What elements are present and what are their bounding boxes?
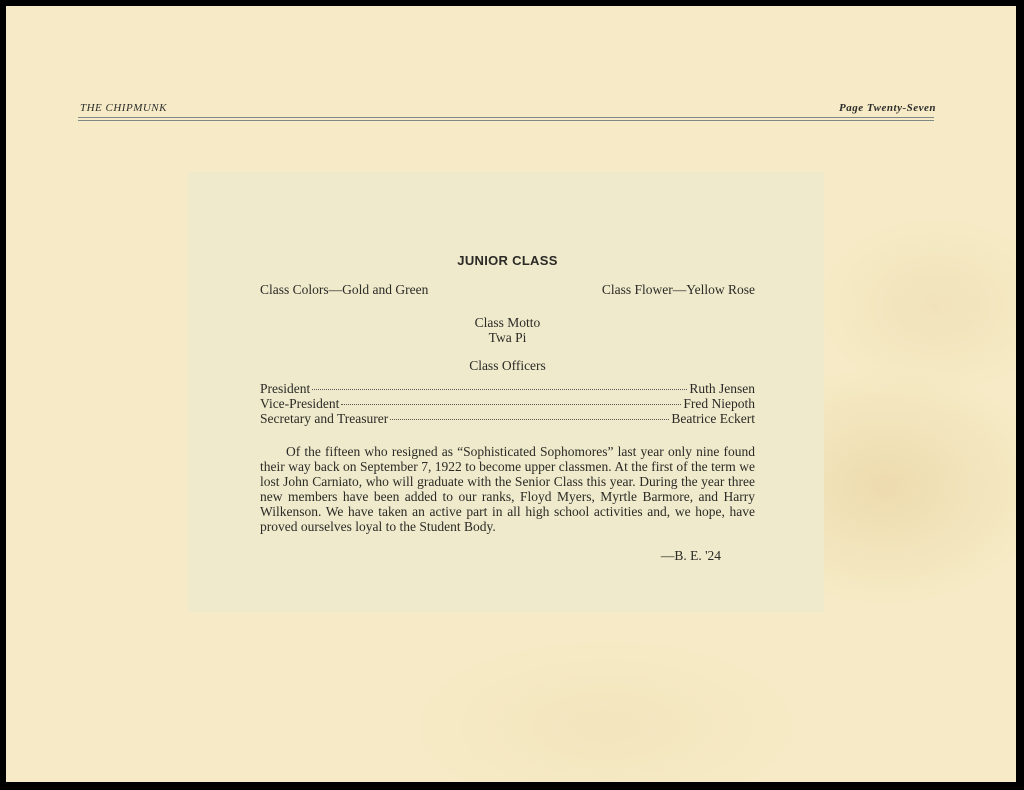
class-officers-heading: Class Officers [469,358,546,373]
class-history-paragraph: Of the fifteen who resigned as “Sophisticated Sophomores” last year only nine found their way back on September 7, 1922 to become upper classmen. At the first of the term we lost John Carniato, who will graduate with the Senior Class this year. During the year three new members have been added to our ranks, Floyd Myers, Myrtle Barmore, and Harry Wilkenson. We have taken an active part in all high school activities and, we hope, have proved ourselves loyal to the Student Body. [260,444,755,534]
officer-name: Beatrice Eckert [671,411,755,426]
officer-name: Ruth Jensen [689,381,755,396]
header-rule-bottom [78,120,934,121]
junior-class-section [260,253,755,563]
section-title: JUNIOR CLASS [457,253,558,268]
officer-row [260,411,755,426]
class-colors-flower-row [260,282,755,297]
dot-leader [312,389,687,390]
officer-row [260,381,755,396]
author-signature: —B. E. '24 [660,547,721,563]
class-motto-block [260,315,755,345]
yearbook-page [6,6,1016,782]
dot-leader [390,419,669,420]
class-motto-label: Class Motto [474,315,541,330]
officer-role: Vice-President [260,396,340,411]
officer-name: Fred Niepoth [683,396,755,411]
page-number: Page Twenty-Seven [839,102,936,114]
class-colors: Class Colors—Gold and Green [260,282,429,297]
officer-role: Secretary and Treasurer [260,411,389,426]
class-flower: Class Flower—Yellow Rose [601,282,755,297]
class-motto: Twa Pi [488,330,527,345]
publication-title: THE CHIPMUNK [80,102,167,114]
officers-list [260,381,755,426]
officer-row [260,396,755,411]
dot-leader [341,404,681,405]
officer-role: President [260,381,311,396]
header-rule-top [78,117,934,118]
